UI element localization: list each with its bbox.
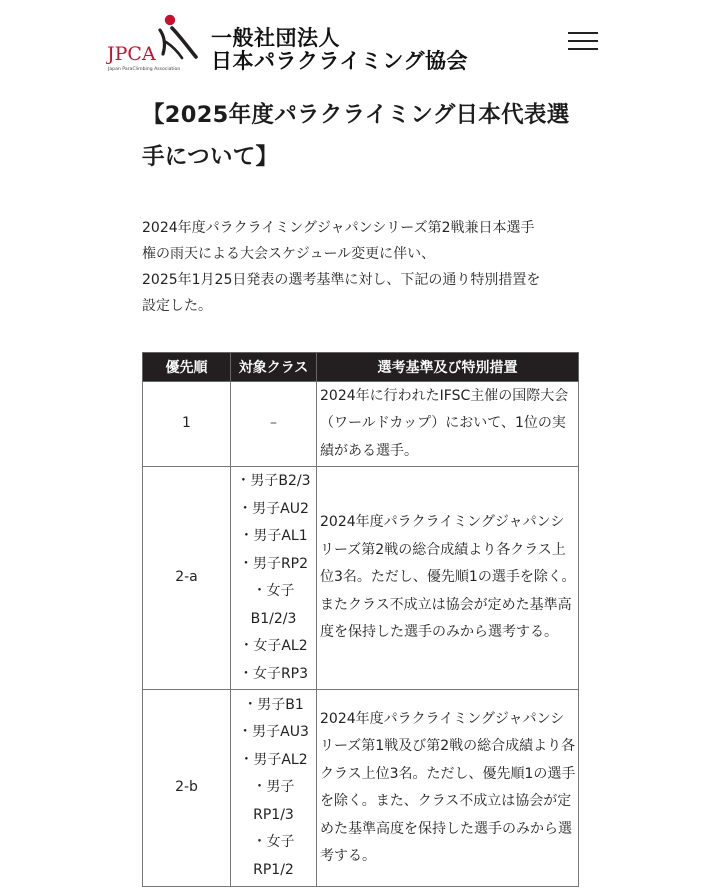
menu-bar	[568, 32, 598, 34]
column-header-priority: 優先順	[143, 353, 231, 382]
class-item: ・男子RP2	[238, 555, 309, 572]
logo-text: JPCA	[107, 43, 156, 65]
site-header	[0, 0, 716, 88]
criteria-cell: 2024年に行われたIFSC主催の国際大会（ワールドカップ）において、1位の実績がある選手。	[317, 382, 579, 467]
class-item: ・男子RP1/3	[252, 779, 295, 823]
hamburger-menu-icon[interactable]	[566, 28, 600, 54]
menu-bar	[568, 40, 598, 42]
class-item: ・男子AU3	[238, 724, 309, 741]
intro-line: 設定した。	[142, 298, 212, 314]
article-intro	[142, 215, 582, 319]
class-item: ・女子B1/2/3	[250, 583, 297, 627]
table-header-row	[143, 353, 579, 382]
intro-line: 2025年1月25日発表の選考基準に対し、下記の通り特別措置を	[142, 272, 541, 288]
org-name-line1: 一般社団法人	[211, 26, 340, 50]
menu-bar	[568, 48, 598, 50]
table-row	[143, 467, 579, 690]
criteria-cell: 2024年度パラクライミングジャパンシリーズ第1戦及び第2戦の総合成績より各クラス上位3名。ただし、優先順1の選手を除く。また、クラス不成立は協会が定めた基準高度を保持した選手のみから選考する。	[317, 690, 579, 887]
jpca-logo-icon	[106, 12, 202, 76]
class-item: ・男子AU2	[238, 500, 309, 517]
article-title: 【2025年度パラクライミング日本代表選手について】	[142, 102, 570, 170]
class-item: ・男子B1	[243, 696, 304, 713]
column-header-class: 対象クラス	[231, 353, 317, 382]
column-header-criteria: 選考基準及び特別措置	[317, 353, 579, 382]
intro-line: 2024年度パラクライミングジャパンシリーズ第2戦兼日本選手	[142, 220, 535, 236]
class-item: ・男子AL1	[239, 528, 308, 544]
class-item: ・男子B2/3	[236, 473, 311, 489]
logo-subtext: Japan ParaClimbing Association	[108, 67, 181, 72]
class-cell	[231, 467, 317, 690]
table-row	[143, 382, 579, 467]
criteria-cell: 2024年度パラクライミングジャパンシリーズ第2戦の総合成績より各クラス上位3名。ただし、優先順1の選手を除く。またクラス不成立は協会が定めた基準高度を保持した選手のみから選考する。	[317, 467, 579, 690]
class-cell: –	[231, 382, 317, 467]
priority-cell: 1	[143, 382, 231, 467]
priority-cell: 2-a	[143, 467, 231, 690]
selection-criteria-table	[142, 352, 578, 887]
org-name[interactable]	[211, 27, 468, 73]
class-item: ・女子RP1/2	[252, 834, 295, 878]
class-cell	[231, 690, 317, 887]
class-item: ・男子AL2	[239, 751, 308, 768]
table-row	[143, 690, 579, 887]
jpca-logo[interactable]	[106, 12, 202, 76]
priority-cell: 2-b	[143, 690, 231, 887]
class-item: ・女子AL2	[239, 638, 308, 654]
class-item: ・女子RP3	[238, 665, 309, 682]
criteria-table	[142, 352, 579, 887]
org-name-line2: 日本パラクライミング協会	[211, 49, 468, 73]
intro-line: 権の雨天による大会スケジュール変更に伴い、	[142, 246, 436, 262]
